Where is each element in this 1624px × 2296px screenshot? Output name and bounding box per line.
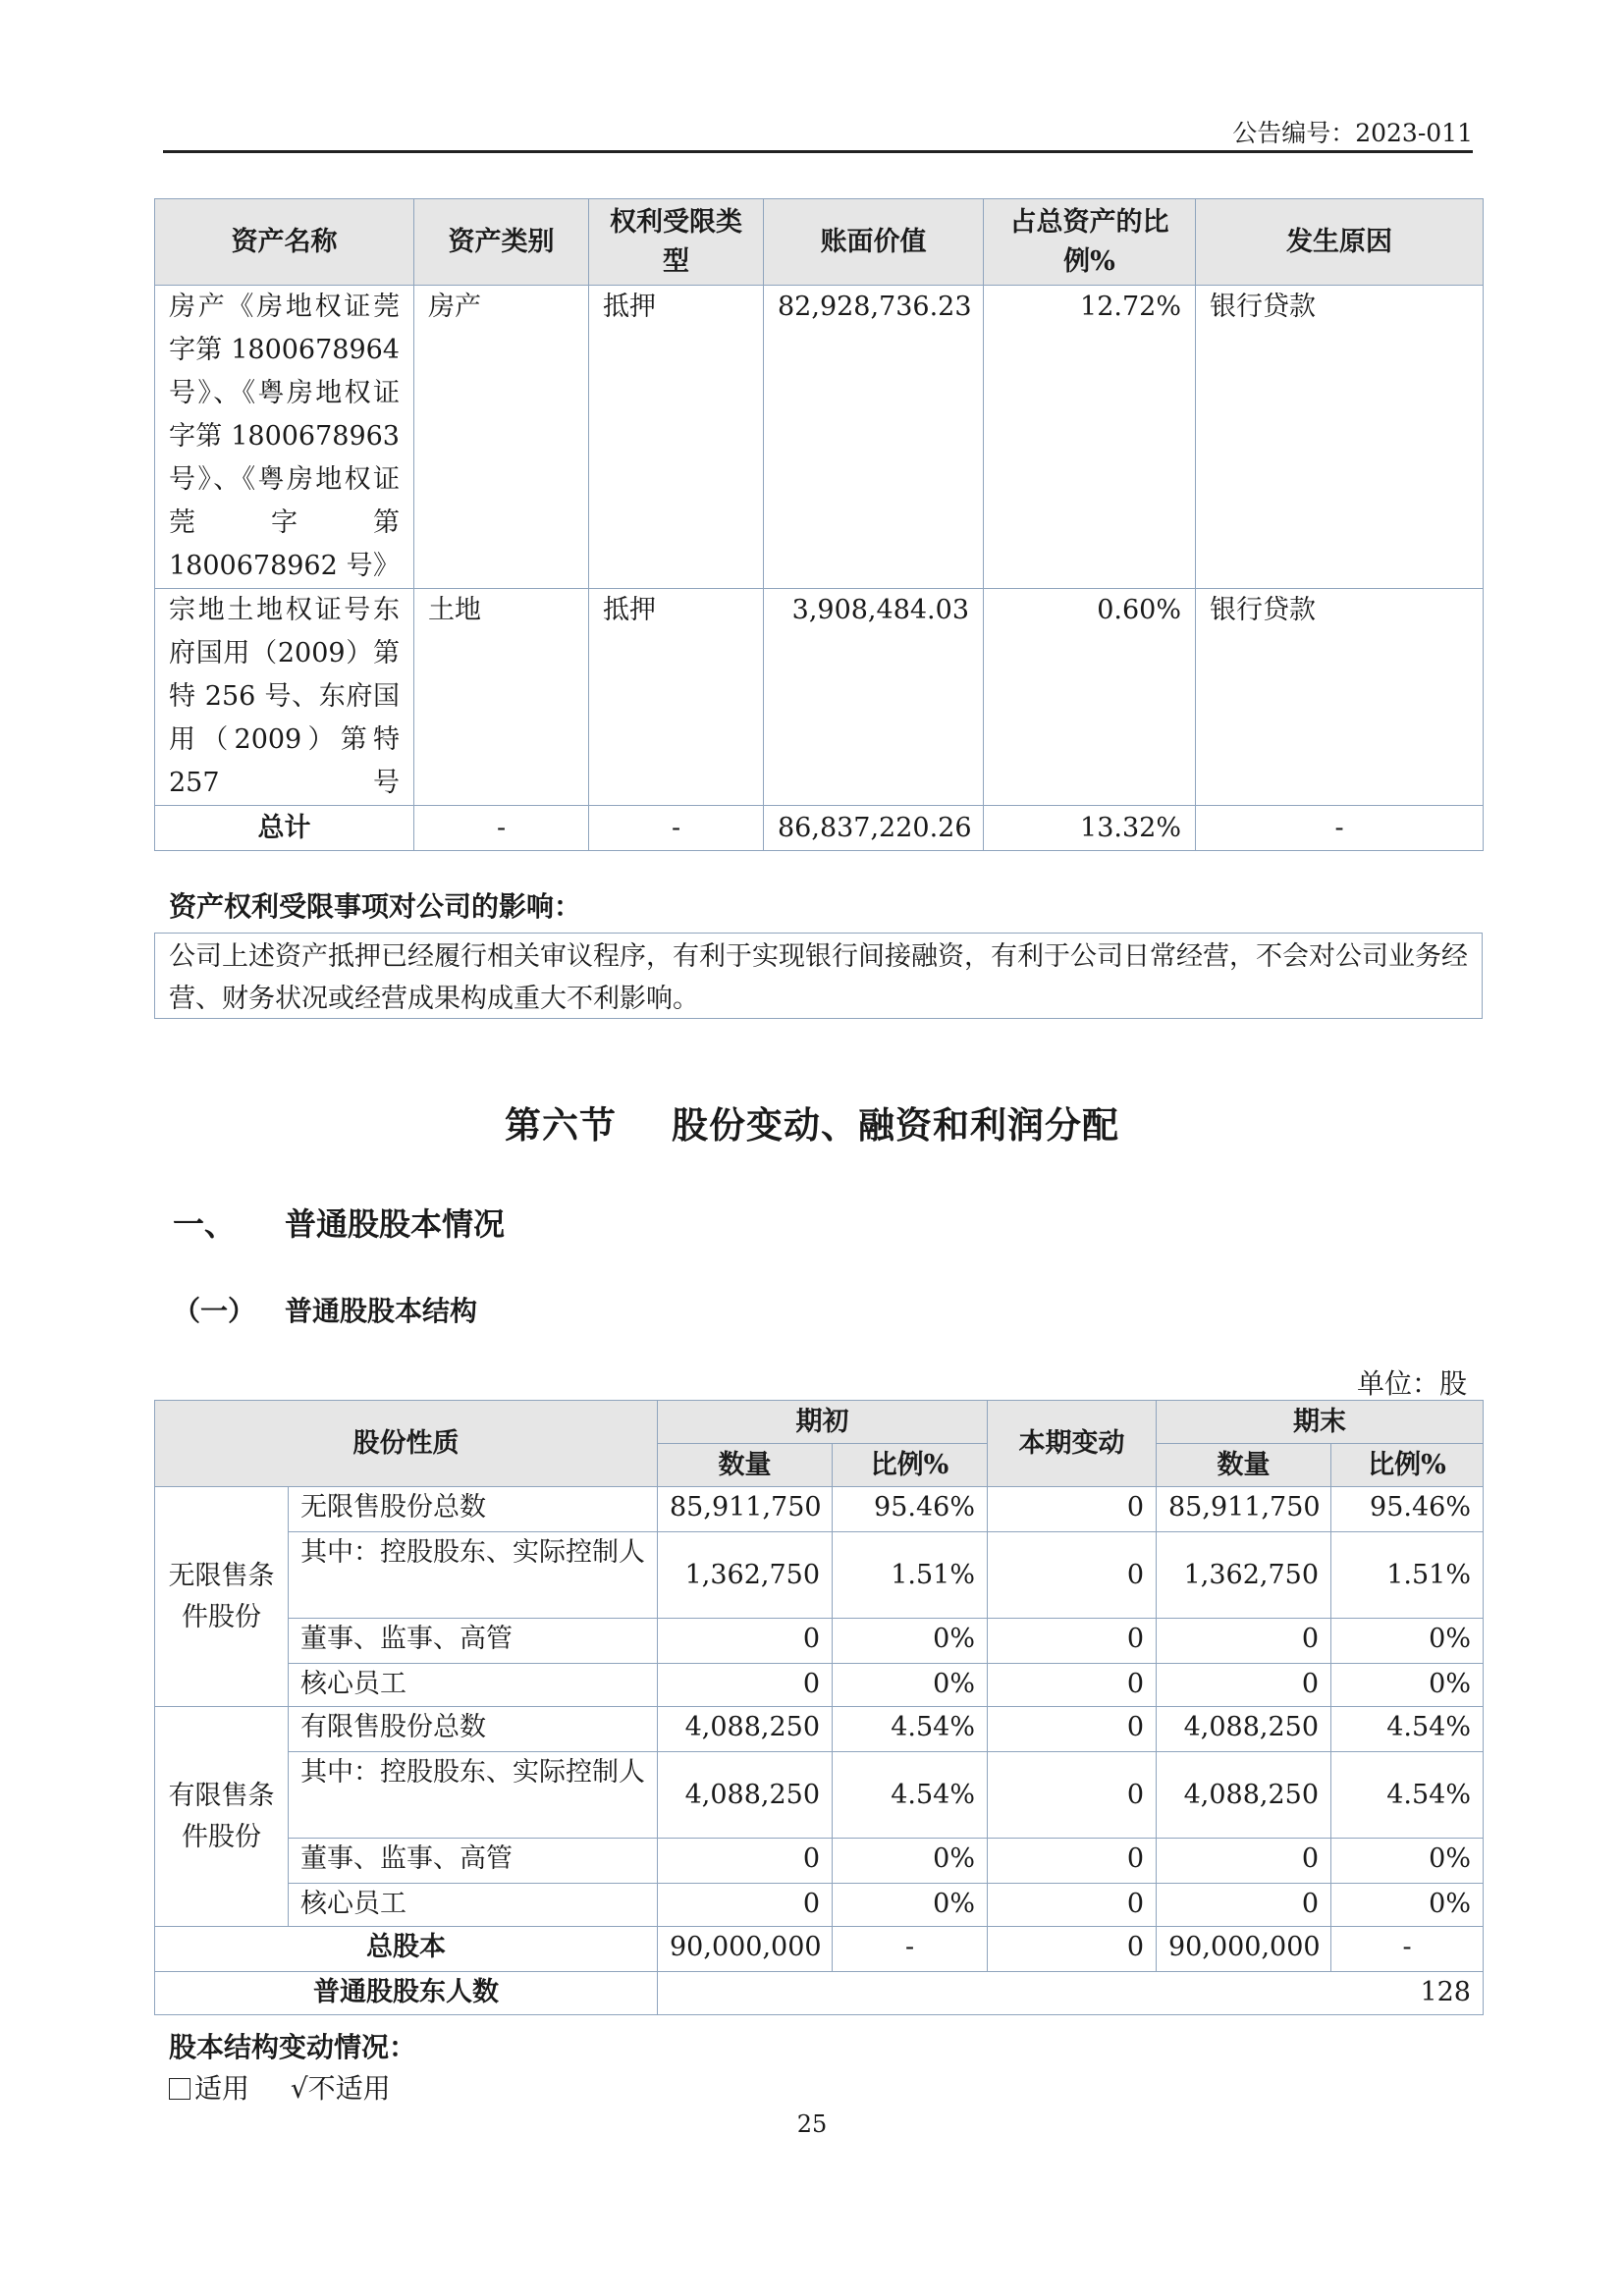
asset-category: 土地 xyxy=(414,589,589,806)
begin-qty: 0 xyxy=(658,1664,833,1707)
begin-ratio: 95.46% xyxy=(833,1487,988,1532)
unit-label: 单位：股 xyxy=(1356,1367,1467,1400)
restriction-type: 抵押 xyxy=(589,589,764,806)
end-ratio: 4.54% xyxy=(1331,1752,1484,1839)
group-restricted: 有限售条件股份 xyxy=(155,1707,289,1927)
col-header-begin: 期初 xyxy=(658,1401,988,1444)
begin-ratio: 1.51% xyxy=(833,1532,988,1619)
header-divider xyxy=(163,150,1473,153)
end-qty: 0 xyxy=(1157,1839,1331,1884)
asset-name: 宗地土地权证号东府国用（2009）第特 256 号、东府国用（2009）第特 257 号 xyxy=(155,589,414,806)
table-row xyxy=(155,1619,1484,1664)
impact-title: 资产权利受限事项对公司的影响： xyxy=(169,890,582,923)
row-label: 核心员工 xyxy=(289,1884,658,1927)
asset-category: 房产 xyxy=(414,286,589,589)
end-qty: 0 xyxy=(1157,1664,1331,1707)
change-qty: 0 xyxy=(988,1707,1157,1752)
begin-ratio: 0% xyxy=(833,1839,988,1884)
col-header: 占总资产的比例% xyxy=(984,199,1196,286)
begin-ratio: 4.54% xyxy=(833,1707,988,1752)
total-row xyxy=(155,806,1484,851)
heading1-number: 一、 xyxy=(173,1205,237,1243)
begin-qty: 4,088,250 xyxy=(658,1752,833,1839)
holders-row xyxy=(155,1972,1484,2015)
begin-qty: 4,088,250 xyxy=(658,1707,833,1752)
total-label: 总计 xyxy=(155,806,414,851)
table-row xyxy=(155,1487,1484,1532)
col-header-ratio: 比例% xyxy=(833,1444,988,1487)
end-ratio: 95.46% xyxy=(1331,1487,1484,1532)
section-prefix: 第六节 xyxy=(505,1103,617,1147)
heading1-text: 普通股股本情况 xyxy=(285,1205,506,1243)
total-begin-qty: 90,000,000 xyxy=(658,1927,833,1972)
change-qty: 0 xyxy=(988,1884,1157,1927)
checkbox-empty-icon xyxy=(169,2078,190,2100)
end-ratio: 4.54% xyxy=(1331,1707,1484,1752)
total-label: 总股本 xyxy=(155,1927,658,1972)
table-row xyxy=(155,1752,1484,1839)
row-label: 其中：控股股东、实际控制人 xyxy=(289,1752,658,1839)
option-not-applicable: 不适用 xyxy=(307,2072,391,2105)
col-header: 发生原因 xyxy=(1196,199,1484,286)
restricted-assets-table xyxy=(154,198,1484,851)
group-unrestricted: 无限售条件股份 xyxy=(155,1487,289,1707)
col-header-qty: 数量 xyxy=(658,1444,833,1487)
asset-ratio: 12.72% xyxy=(984,286,1196,589)
begin-ratio: 0% xyxy=(833,1884,988,1927)
row-label: 无限售股份总数 xyxy=(289,1487,658,1532)
begin-qty: 1,362,750 xyxy=(658,1532,833,1619)
col-header-qty: 数量 xyxy=(1157,1444,1331,1487)
table-row xyxy=(155,1664,1484,1707)
restriction-type: 抵押 xyxy=(589,286,764,589)
end-ratio: 0% xyxy=(1331,1619,1484,1664)
end-qty: 4,088,250 xyxy=(1157,1707,1331,1752)
total-ratio: 13.32% xyxy=(984,806,1196,851)
col-header: 权利受限类型 xyxy=(589,199,764,286)
table-row xyxy=(155,1532,1484,1619)
table-row xyxy=(155,1707,1484,1752)
table-header-row xyxy=(155,1401,1484,1444)
end-qty: 1,362,750 xyxy=(1157,1532,1331,1619)
holders-count: 128 xyxy=(658,1972,1484,2015)
end-ratio: 1.51% xyxy=(1331,1532,1484,1619)
change-qty: 0 xyxy=(988,1752,1157,1839)
end-qty: 0 xyxy=(1157,1884,1331,1927)
col-header-ratio: 比例% xyxy=(1331,1444,1484,1487)
row-label: 核心员工 xyxy=(289,1664,658,1707)
begin-ratio: 4.54% xyxy=(833,1752,988,1839)
check-mark-icon: √ xyxy=(290,2072,308,2105)
announcement-number: 公告编号：2023-011 xyxy=(1232,119,1473,147)
row-label: 其中：控股股东、实际控制人 xyxy=(289,1532,658,1619)
col-header-end: 期末 xyxy=(1157,1401,1484,1444)
book-value: 3,908,484.03 xyxy=(764,589,984,806)
begin-ratio: 0% xyxy=(833,1619,988,1664)
heading2-number: （一） xyxy=(173,1295,256,1327)
begin-qty: 0 xyxy=(658,1884,833,1927)
table-row xyxy=(155,286,1484,589)
begin-ratio: 0% xyxy=(833,1664,988,1707)
end-ratio: 0% xyxy=(1331,1839,1484,1884)
total-begin-ratio: - xyxy=(833,1927,988,1972)
col-header-nature: 股份性质 xyxy=(155,1401,658,1487)
asset-name: 房产《房地权证莞字第 1800678964 号》、《粤房地权证字第 1800678963 号》、《粤房地权证莞字第 1800678962 号》 xyxy=(155,286,414,589)
section-heading: 股份变动、融资和利润分配 xyxy=(672,1103,1119,1147)
row-label: 董事、监事、高管 xyxy=(289,1619,658,1664)
table-row xyxy=(155,589,1484,806)
total-reason: - xyxy=(1196,806,1484,851)
change-info-label: 股本结构变动情况： xyxy=(169,2031,417,2063)
begin-qty: 85,911,750 xyxy=(658,1487,833,1532)
reason: 银行贷款 xyxy=(1196,286,1484,589)
impact-text: 公司上述资产抵押已经履行相关审议程序，有利于实现银行间接融资，有利于公司日常经营，不会对公司业务经营、财务状况或经营成果构成重大不利影响。 xyxy=(154,933,1483,1019)
col-header: 资产名称 xyxy=(155,199,414,286)
col-header: 账面价值 xyxy=(764,199,984,286)
change-qty: 0 xyxy=(988,1532,1157,1619)
end-qty: 85,911,750 xyxy=(1157,1487,1331,1532)
begin-qty: 0 xyxy=(658,1619,833,1664)
end-qty: 4,088,250 xyxy=(1157,1752,1331,1839)
table-header-row xyxy=(155,199,1484,286)
applicability-options xyxy=(169,2067,391,2107)
reason: 银行贷款 xyxy=(1196,589,1484,806)
col-header-change: 本期变动 xyxy=(988,1401,1157,1487)
total-change: 0 xyxy=(988,1927,1157,1972)
total-end-ratio: - xyxy=(1331,1927,1484,1972)
total-book-value: 86,837,220.26 xyxy=(764,806,984,851)
begin-qty: 0 xyxy=(658,1839,833,1884)
change-qty: 0 xyxy=(988,1619,1157,1664)
heading2-text: 普通股股本结构 xyxy=(285,1295,478,1327)
total-row xyxy=(155,1927,1484,1972)
option-applicable: 适用 xyxy=(194,2072,250,2105)
share-structure-table xyxy=(154,1400,1484,2015)
holders-label: 普通股股东人数 xyxy=(155,1972,658,2015)
row-label: 董事、监事、高管 xyxy=(289,1839,658,1884)
end-qty: 0 xyxy=(1157,1619,1331,1664)
change-qty: 0 xyxy=(988,1839,1157,1884)
asset-ratio: 0.60% xyxy=(984,589,1196,806)
table-row xyxy=(155,1884,1484,1927)
book-value: 82,928,736.23 xyxy=(764,286,984,589)
total-type: - xyxy=(589,806,764,851)
change-qty: 0 xyxy=(988,1487,1157,1532)
end-ratio: 0% xyxy=(1331,1884,1484,1927)
table-row xyxy=(155,1839,1484,1884)
section-title xyxy=(0,1095,1624,1148)
total-end-qty: 90,000,000 xyxy=(1157,1927,1331,1972)
page-number: 25 xyxy=(796,2110,828,2138)
col-header: 资产类别 xyxy=(414,199,589,286)
total-category: - xyxy=(414,806,589,851)
change-qty: 0 xyxy=(988,1664,1157,1707)
row-label: 有限售股份总数 xyxy=(289,1707,658,1752)
end-ratio: 0% xyxy=(1331,1664,1484,1707)
